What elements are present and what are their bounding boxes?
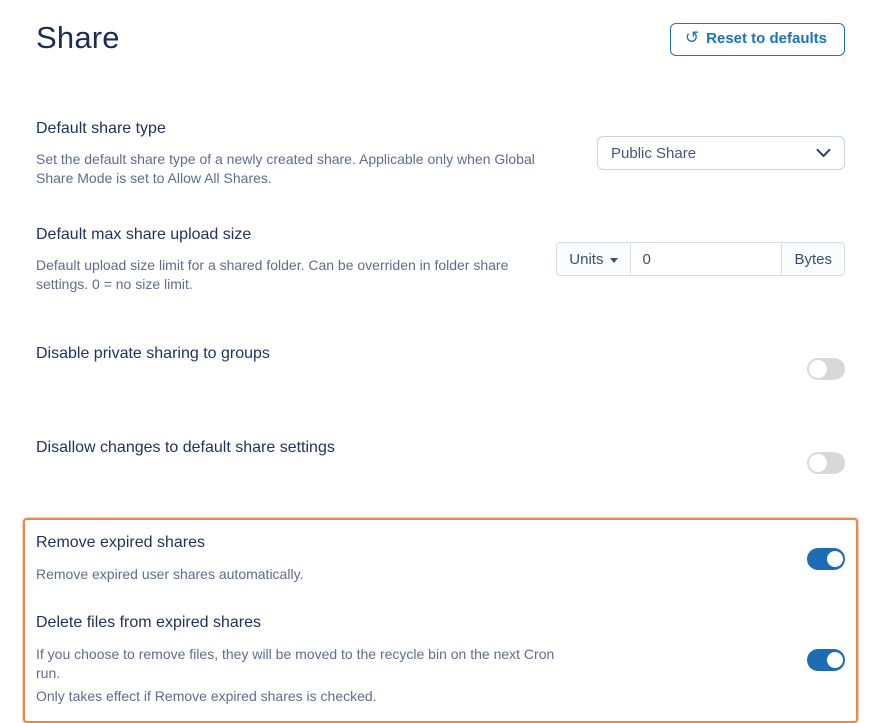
setting-label-delete-expired-files: Delete files from expired shares bbox=[36, 614, 261, 631]
setting-label-max-upload-size: Default max share upload size bbox=[36, 226, 252, 243]
disallow-default-changes-toggle[interactable] bbox=[807, 452, 845, 474]
remove-expired-shares-toggle[interactable] bbox=[807, 548, 845, 570]
unit-suffix-label: Bytes bbox=[781, 242, 845, 276]
toggle-knob bbox=[809, 454, 827, 472]
upload-size-input[interactable] bbox=[631, 242, 782, 276]
setting-row-delete-expired-files bbox=[36, 613, 845, 706]
setting-label-disable-private-group-sharing: Disable private sharing to groups bbox=[36, 345, 270, 362]
disable-private-group-sharing-toggle[interactable] bbox=[807, 358, 845, 380]
setting-row-disallow-default-changes bbox=[36, 438, 845, 482]
setting-label-disallow-default-changes: Disallow changes to default share settings bbox=[36, 439, 335, 456]
toggle-knob bbox=[827, 551, 843, 567]
toggle-knob bbox=[809, 360, 827, 378]
reset-to-defaults-button[interactable] bbox=[670, 23, 845, 56]
setting-text-block bbox=[36, 613, 581, 706]
setting-label-default-share-type: Default share type bbox=[36, 120, 166, 137]
chevron-down-icon bbox=[816, 148, 831, 158]
setting-row-default-share-type bbox=[36, 119, 845, 188]
setting-label-remove-expired-shares: Remove expired shares bbox=[36, 534, 205, 551]
setting-description-default-share-type: Set the default share type of a newly created share. Applicable only when Global Share Mode is set to Allow All Shares. bbox=[36, 151, 535, 186]
page-header bbox=[36, 20, 845, 56]
setting-description-max-upload-size: Default upload size limit for a shared folder. Can be overriden in folder share settings. 0 = no size limit. bbox=[36, 257, 509, 292]
caret-down-icon bbox=[610, 258, 618, 263]
reset-button-label: Reset to defaults bbox=[706, 30, 827, 47]
setting-text-block bbox=[36, 533, 303, 584]
default-share-type-select[interactable] bbox=[597, 136, 845, 170]
delete-expired-files-toggle[interactable] bbox=[807, 649, 845, 671]
setting-row-remove-expired-shares bbox=[36, 533, 845, 584]
description-line-1: If you choose to remove files, they will be moved to the recycle bin on the next Cron run. bbox=[36, 646, 555, 681]
description-line-2: Only takes effect if Remove expired shares is checked. bbox=[36, 688, 377, 704]
toggle-knob bbox=[827, 652, 843, 668]
reset-icon: ↺ bbox=[684, 28, 700, 47]
upload-size-input-group bbox=[556, 242, 845, 276]
units-dropdown-label: Units bbox=[569, 250, 604, 268]
highlighted-settings-group bbox=[23, 518, 858, 723]
page-title: Share bbox=[36, 20, 120, 55]
setting-row-disable-private-group-sharing bbox=[36, 344, 845, 388]
setting-row-max-upload-size bbox=[36, 225, 845, 294]
setting-description-remove-expired-shares: Remove expired user shares automatically. bbox=[36, 566, 304, 582]
units-dropdown-button[interactable] bbox=[556, 242, 631, 276]
setting-text-block bbox=[36, 225, 532, 294]
setting-text-block bbox=[36, 119, 573, 188]
setting-description-delete-expired-files bbox=[36, 645, 581, 706]
select-value: Public Share bbox=[611, 144, 697, 162]
